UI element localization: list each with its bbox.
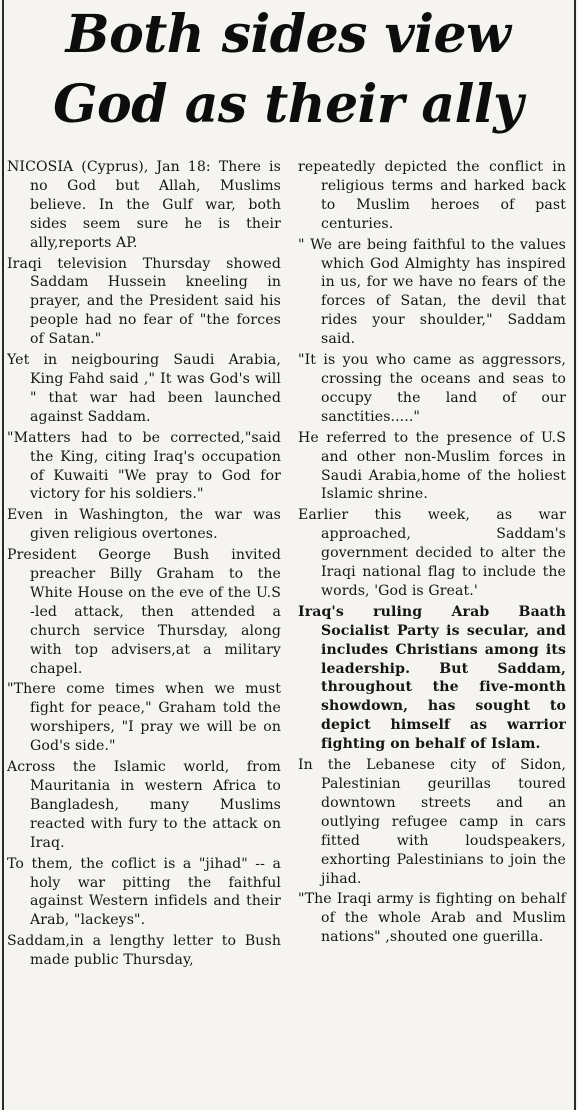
left-paragraph-9: To them, the coflict is a "jihad" -- a holy war pitting the faithful against Western infidels and their Arab, "lackeys". bbox=[7, 855, 281, 929]
left-paragraph-10: Saddam,in a lengthy letter to Bush made public Thursday, bbox=[7, 933, 281, 969]
right-paragraph-6: Iraq's ruling Arab Baath Socialist Party is secular, and includes Christians among its leadership. But Saddam, throughout the five-month showdown, has sought to depict himself as warrior fighting on behalf of Islam. bbox=[298, 603, 566, 753]
right-paragraph-7: In the Lebanese city of Sidon, Palestinian geurillas toured downtown streets and an outlying refugee camp in cars fitted with loudspeakers, exhorting Palestinians to join the jihad. bbox=[298, 757, 566, 887]
headline-line-1: Both sides view bbox=[65, 4, 511, 65]
right-paragraph-3: "It is you who came as aggressors, crossing the oceans and seas to occupy the land of our sanctities....." bbox=[298, 352, 566, 425]
headline-line-2: God as their ally bbox=[53, 74, 523, 135]
left-paragraph-5: Even in Washington, the war was given religious overtones. bbox=[7, 507, 281, 543]
left-paragraph-2: Iraqi television Thursday showed Saddam Hussein kneeling in prayer, and the President said his people had no fear of "the forces of Satan." bbox=[7, 255, 281, 348]
headline bbox=[8, 0, 568, 140]
left-paragraph-3: Yet in neigbouring Saudi Arabia, King Fahd said ," It was God's will " that war had been launched against Saddam. bbox=[7, 352, 281, 425]
right-paragraph-8: "The Iraqi army is fighting on behalf of the whole Arab and Muslim nations" ,shouted one guerilla. bbox=[298, 891, 566, 946]
right-border-line bbox=[574, 0, 576, 1110]
left-column bbox=[7, 158, 281, 972]
left-paragraph-4: "Matters had to be corrected,"said the King, citing Iraq's occupation of Kuwaiti "We pray to God for victory for his soldiers." bbox=[7, 429, 281, 503]
right-paragraph-1: repeatedly depicted the conflict in religious terms and harked back to Muslim heroes of past centuries. bbox=[298, 159, 566, 232]
left-border-line bbox=[2, 0, 4, 1110]
right-column bbox=[298, 158, 566, 949]
right-paragraph-4: He referred to the presence of U.S and other non-Muslim forces in Saudi Arabia,home of the holiest Islamic shrine. bbox=[298, 429, 566, 503]
right-paragraph-2: " We are being faithful to the values which God Almighty has inspired in us, for we have no fears of the forces of Satan, the devil that rides your shoulder," Saddam said. bbox=[298, 236, 566, 348]
left-paragraph-1: NICOSIA (Cyprus), Jan 18: There is no God but Allah, Muslims believe. In the Gulf war, both sides seem sure he is their ally,reports AP. bbox=[7, 159, 281, 251]
left-paragraph-7: "There come times when we must fight for peace," Graham told the worshipers, "I pray we will be on God's side." bbox=[7, 681, 281, 755]
left-paragraph-6: President George Bush invited preacher Billy Graham to the White House on the eve of the U.S -led attack, then attended a church service Thursday, along with top advisers,at a military chapel. bbox=[7, 547, 281, 677]
left-paragraph-8: Across the Islamic world, from Mauritania in western Africa to Bangladesh, many Muslims reacted with fury to the attack on Iraq. bbox=[7, 759, 281, 851]
right-paragraph-5: Earlier this week, as war approached, Saddam's government decided to alter the Iraqi national flag to include the words, 'God is Great.' bbox=[298, 507, 566, 599]
